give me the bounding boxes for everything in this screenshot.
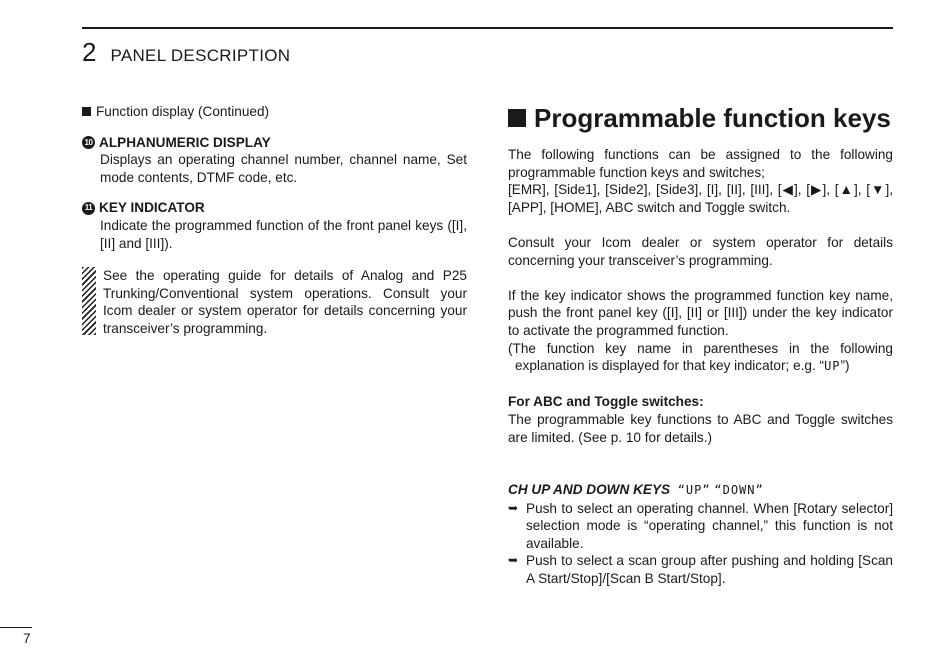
parenthetical-note xyxy=(508,340,893,376)
item-title: KEY INDICATOR xyxy=(99,200,205,216)
parenthetical-text: (The function key name in parentheses in the following explanation is displayed for that key indicator; e.g. “ xyxy=(508,340,893,374)
note-text: See the operating guide for details of Analog and P25 Trunking/Conventional system operations. Consult your Icom dealer or system operator for details concerning your transceiver’s programming. xyxy=(103,268,467,336)
assignable-keys-list: [EMR], [Side1], [Side2], [Side3], [I], [II], [III], [◀], [▶], [▲], [▼], [APP], [HOME], ABC switch and Toggle switch. xyxy=(508,182,893,215)
abc-toggle-body: The programmable key functions to ABC and Toggle switches are limited. (See p. 10 for details.) xyxy=(508,411,893,445)
section-heading-text: Programmable function keys xyxy=(534,103,891,133)
item-body: Displays an operating channel number, channel name, Set mode contents, DTMF code, etc. xyxy=(100,152,467,185)
consult-paragraph: Consult your Icom dealer or system operator for details concerning your transceiver’s programming. xyxy=(508,234,893,268)
footer-rule xyxy=(0,627,32,628)
bullet-item xyxy=(508,500,893,553)
item-key-indicator xyxy=(82,199,467,252)
section-heading xyxy=(508,100,893,136)
circled-number-icon: 10 xyxy=(82,136,95,149)
intro-paragraph: The following functions can be assigned to the following programmable function keys and switches; xyxy=(508,147,893,180)
lcd-up-label: “UP” xyxy=(677,483,711,498)
bullet-text: Push to select an operating channel. When [Rotary selector] selection mode is “operating channel,” this function is not available. xyxy=(526,500,893,551)
item-title: ALPHANUMERIC DISPLAY xyxy=(99,134,271,150)
ch-keys-title: CH UP AND DOWN KEYS xyxy=(508,482,671,498)
square-bullet-icon xyxy=(82,107,91,116)
bullet-item xyxy=(508,552,893,587)
page-header xyxy=(82,38,290,70)
circled-number-icon: 11 xyxy=(82,202,95,215)
section-subtitle-text: Function display (Continued) xyxy=(96,104,270,119)
arrow-bullet-icon: ➥ xyxy=(508,553,519,568)
item-body: Indicate the programmed function of the front panel keys ([I], [II] and [III]). xyxy=(100,217,467,251)
page-number: 7 xyxy=(23,631,31,646)
abc-toggle-heading: For ABC and Toggle switches: xyxy=(508,394,704,410)
chapter-number: 2 xyxy=(82,37,97,67)
right-column xyxy=(508,100,893,588)
ch-keys-heading xyxy=(508,481,893,500)
bullet-text: Push to select a scan group after pushing and holding [Scan A Start/Stop]/[Scan B Start/Stop]. xyxy=(526,553,893,587)
parenthetical-end: ”) xyxy=(840,358,850,374)
top-rule xyxy=(82,27,893,29)
note-box xyxy=(82,267,467,337)
lcd-down-label: “DOWN” xyxy=(714,483,764,498)
lcd-example: UP xyxy=(824,359,841,374)
square-bullet-icon xyxy=(508,109,526,127)
key-indicator-paragraph: If the key indicator shows the programmed function key name, push the front panel key ([I], [II] or [III]) under the key indicator to activate the programmed function. xyxy=(508,287,893,338)
section-subtitle xyxy=(82,103,467,121)
left-column xyxy=(82,103,467,338)
chapter-title: PANEL DESCRIPTION xyxy=(110,46,291,65)
item-heading xyxy=(82,199,467,217)
item-heading xyxy=(82,134,467,152)
note-hatch-icon xyxy=(82,267,96,335)
arrow-bullet-icon: ➥ xyxy=(508,500,519,515)
item-alphanumeric-display xyxy=(82,134,467,187)
